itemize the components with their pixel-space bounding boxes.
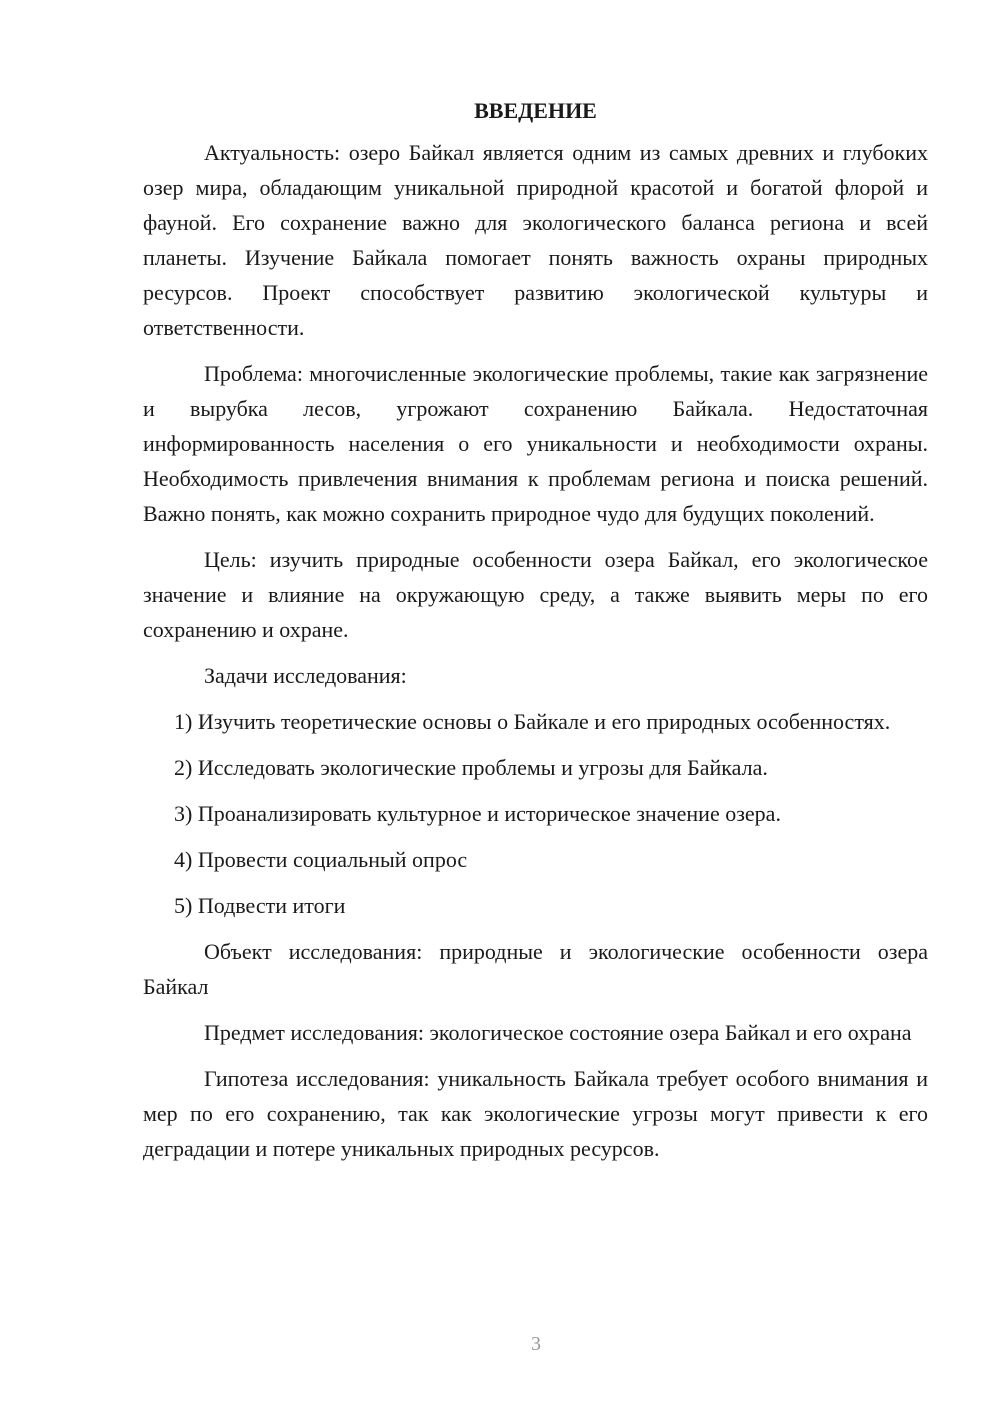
task-item-5: 5) Подвести итоги bbox=[174, 893, 346, 918]
document-page bbox=[143, 96, 928, 1177]
problem-paragraph: Проблема: многочисленные экологические проблемы, такие как загрязнение и вырубка лесов, угрожают сохранению Байкала. Недостаточная информированность населения о его уникальности и необходимости охраны. Необходимость привлечения внимания к проблемам региона и поиска решений. Важно понять, как можно сохранить природное чудо для будущих поколений. bbox=[143, 361, 928, 526]
subject-paragraph: Предмет исследования: экологическое состояние озера Байкал и его охрана bbox=[204, 1020, 912, 1045]
task-item-2: 2) Исследовать экологические проблемы и угрозы для Байкала. bbox=[174, 755, 768, 780]
object-paragraph: Объект исследования: природные и экологические особенности озера Байкал bbox=[143, 939, 928, 999]
task-item-4: 4) Провести социальный опрос bbox=[174, 847, 468, 872]
hypothesis-paragraph: Гипотеза исследования: уникальность Байкала требует особого внимания и мер по его сохранению, так как экологические угрозы могут привести к его деградации и потере уникальных природных ресурсов. bbox=[143, 1066, 928, 1161]
task-item-3: 3) Проанализировать культурное и историческое значение озера. bbox=[174, 801, 781, 826]
tasks-title: Задачи исследования: bbox=[204, 663, 407, 688]
page-title: ВВЕДЕНИЕ bbox=[474, 98, 597, 123]
task-item-1: 1) Изучить теоретические основы о Байкале и его природных особенностях. bbox=[174, 709, 891, 734]
goal-paragraph: Цель: изучить природные особенности озера Байкал, его экологическое значение и влияние на окружающую среду, а также выявить меры по его сохранению и охране. bbox=[143, 547, 928, 642]
page-number: 3 bbox=[531, 1333, 541, 1355]
relevance-paragraph: Актуальность: озеро Байкал является одним из самых древних и глубоких озер мира, обладающим уникальной природной красотой и богатой флорой и фауной. Его сохранение важно для экологического баланса региона и всей планеты. Изучение Байкала помогает понять важность охраны природных ресурсов. Проект способствует развитию экологической культуры и ответственности. bbox=[143, 140, 928, 340]
